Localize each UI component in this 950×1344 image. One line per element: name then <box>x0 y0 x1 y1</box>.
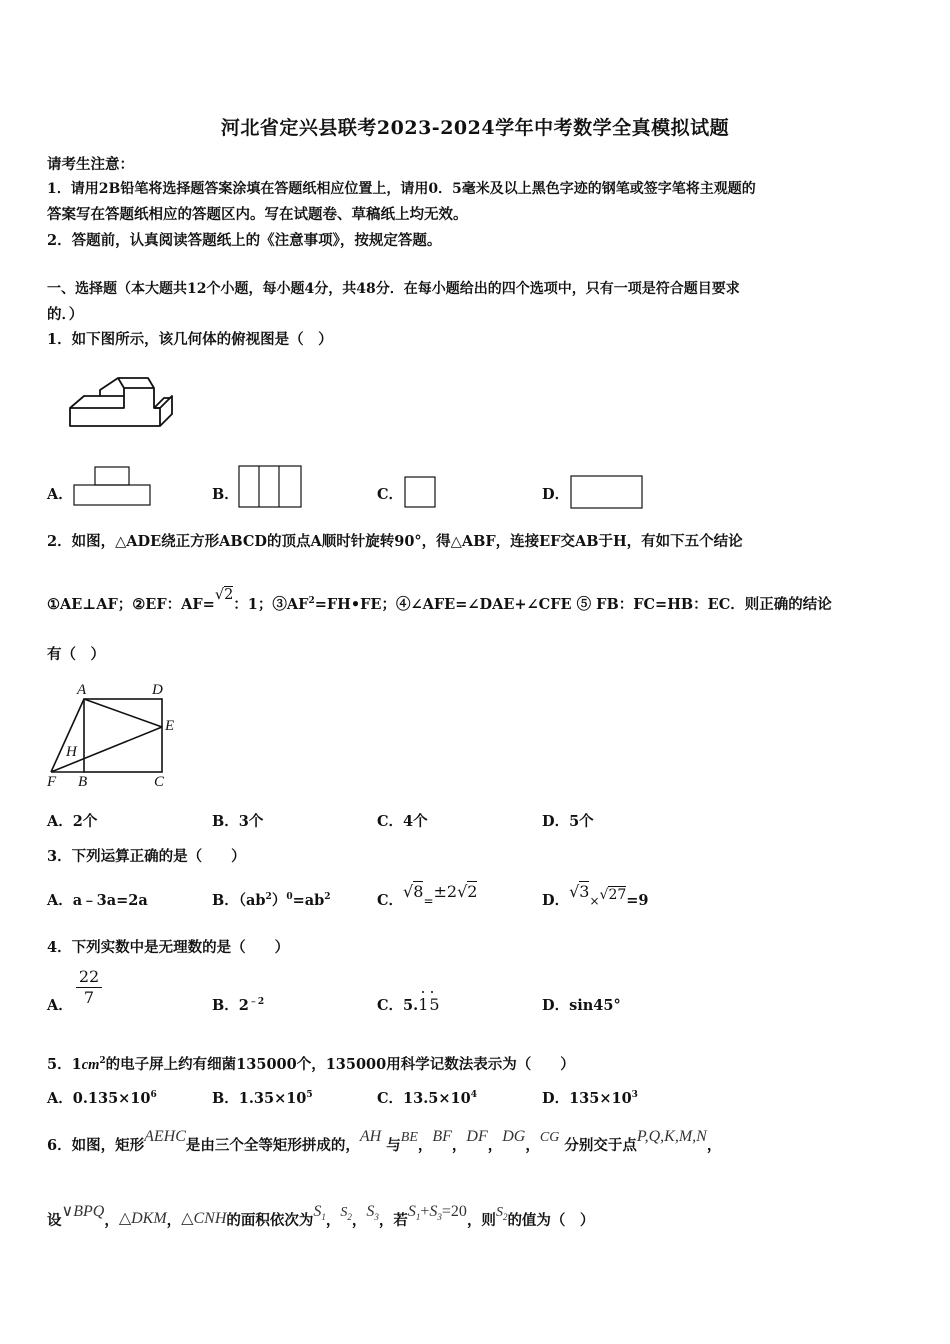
q4-c-label: C．5. <box>377 997 419 1014</box>
q5-option-a <box>47 1087 157 1108</box>
q4-b-exponent: ﹣2 <box>248 997 265 1008</box>
q6-math-cg: CG <box>539 1130 560 1145</box>
q5-unit: cm <box>81 1057 100 1073</box>
q6-text-areas: 的面积依次为 <box>226 1212 314 1229</box>
q3-c-eq: = <box>423 894 434 908</box>
q6-text-5: ， <box>706 1137 722 1154</box>
q6-eq-plus: + <box>420 1203 430 1220</box>
q6-text-then: ，则 <box>466 1212 496 1229</box>
q6-math-bf: BF <box>432 1128 452 1145</box>
q6-s2: S <box>340 1205 348 1220</box>
q4-option-b <box>212 994 264 1015</box>
q4-option-c <box>377 994 441 1015</box>
q6-ans-s2-sub: 2 <box>502 1211 508 1222</box>
page-title: 河北省定兴县联考2023-2024学年中考数学全真模拟试题 <box>220 117 730 139</box>
q3-c-radicand-2: 2 <box>467 882 478 901</box>
q6-line-1 <box>47 1128 722 1155</box>
q6-text-3: 与 <box>386 1137 401 1154</box>
q4-c-repeating: 15 <box>418 995 441 1014</box>
q5-d-text: D．135×10 <box>542 1090 632 1107</box>
q6-eq-s1: S <box>407 1203 416 1220</box>
q6-math-ah: AH <box>359 1128 382 1145</box>
q5-c-text: C．13.5×10 <box>377 1090 471 1107</box>
q4-stem: 4．下列实数中是无理数的是（ ） <box>47 939 290 956</box>
q3-option-a: A．a﹣3a=2a <box>47 892 148 909</box>
q6-text-1: 6．如图，矩形 <box>47 1137 145 1154</box>
q2-conclusion-3: =FH•FE；④∠AFE=∠DAE+∠CFE ⑤ FB：FC=HB：EC．则正确的结论 <box>314 596 832 613</box>
q5-d-exp: 3 <box>631 1090 638 1101</box>
q3-b-sup3: 2 <box>324 892 331 903</box>
label-f: F <box>47 774 57 790</box>
sqrt-symbol: √ <box>569 882 580 901</box>
q6-comma-6: ， <box>166 1212 182 1229</box>
q3-b-part1: B．（ab <box>212 892 266 909</box>
q2-square-figure <box>44 678 189 790</box>
q3-d-result: =9 <box>626 892 649 909</box>
q6-eq-s1-sub: 1 <box>415 1212 421 1223</box>
sqrt-symbol: √ <box>457 882 468 901</box>
q1-option-b-figure <box>238 465 304 509</box>
q1-option-d-label: D． <box>542 486 570 503</box>
label-d: D <box>152 682 163 698</box>
q3-option-b <box>212 889 331 910</box>
q6-math-df: DF <box>466 1128 488 1145</box>
q1-option-a-figure <box>73 466 153 508</box>
q2-conclusions-line <box>47 587 832 614</box>
q3-d-times: × <box>589 894 600 908</box>
q6-comma-5: ， <box>104 1212 119 1229</box>
q2-conclusion-2: ：1；③AF <box>233 596 309 613</box>
q6-comma-8: ， <box>351 1212 367 1229</box>
section-1-heading: 一、选择题（本大题共12个小题，每小题4分，共48分．在每小题给出的四个选项中，只有一项是符合题目要求 <box>47 281 740 297</box>
sqrt-symbol: √ <box>214 587 225 603</box>
q4-option-d: D．sin45° <box>542 997 621 1014</box>
q3-d-radicand-2: 27 <box>608 887 627 903</box>
notice-line-1b: 答案写在答题纸相应的答题区内。写在试题卷、草稿纸上均无效。 <box>47 206 468 223</box>
q6-comma-2: ， <box>451 1137 467 1154</box>
q3-d-radicand-1: 3 <box>579 882 590 901</box>
q6-ans-s2: S <box>495 1205 503 1220</box>
q5-stem-part1: 5．1 <box>47 1056 82 1073</box>
q3-option-d <box>542 882 649 910</box>
q1-solid-figure <box>60 370 180 432</box>
section-1-heading-cont: 的．） <box>47 306 84 323</box>
q2-sqrt2: 2 <box>224 587 234 603</box>
q6-eq-value: =20 <box>441 1203 467 1220</box>
q6-text-set: 设 <box>47 1212 62 1229</box>
q5-b-text: B．1.35×10 <box>212 1090 307 1107</box>
q5-option-b <box>212 1087 313 1108</box>
q3-b-sup2: 0 <box>286 892 293 903</box>
q6-s3: S <box>366 1203 375 1220</box>
q2-stem-end: 有（ ） <box>47 646 105 663</box>
fraction-denominator: 7 <box>83 988 95 1007</box>
q3-c-label: C． <box>377 892 404 909</box>
label-a: A <box>77 682 87 698</box>
q6-s3-sub: 3 <box>374 1212 379 1223</box>
q6-math-cnh: △CNH <box>181 1210 227 1227</box>
notice-line-2: 2．答题前，认真阅读答题纸上的《注意事项》，按规定答题。 <box>47 232 442 249</box>
q6-math-dkm: △DKM <box>118 1210 167 1227</box>
label-b: B <box>78 774 88 790</box>
q5-stem <box>47 1053 575 1074</box>
q6-comma-1: ， <box>417 1137 433 1154</box>
q6-math-dg: DG <box>502 1128 526 1145</box>
q6-comma-3: ， <box>487 1137 503 1154</box>
q6-comma-7: ， <box>325 1212 341 1229</box>
q1-stem: 1．如下图所示，该几何体的俯视图是（ ） <box>47 331 333 348</box>
q1-option-c-figure <box>404 476 438 510</box>
q5-unit-sup: 2 <box>99 1056 106 1067</box>
q3-d-label: D． <box>542 892 570 909</box>
fraction-numerator: 22 <box>76 967 102 988</box>
q5-stem-part2: 的电子屏上约有细菌135000个，135000用科学记数法表示为（ ） <box>105 1056 575 1073</box>
q6-s1: S <box>313 1203 322 1220</box>
q6-eq-s3-sub: 3 <box>437 1212 442 1223</box>
sqrt-symbol: √ <box>403 882 414 901</box>
q3-b-sup1: 2 <box>265 892 272 903</box>
q4-option-a-fraction <box>76 967 102 1007</box>
q6-text-2: 是由三个全等矩形拼成的， <box>185 1137 360 1154</box>
q6-math-aehc: AEHC <box>144 1128 186 1145</box>
repeating-dots <box>420 989 440 995</box>
q3-b-part2: ） <box>271 892 287 909</box>
q2-conclusion-1: ①AE⊥AF；②EF：AF= <box>47 596 215 613</box>
label-h: H <box>66 744 77 760</box>
q6-text-value: 的值为（ ） <box>507 1212 595 1229</box>
q5-c-exp: 4 <box>470 1090 477 1101</box>
q6-text-if: ，若 <box>378 1212 408 1229</box>
q6-s2-sub: 2 <box>347 1211 352 1222</box>
q4-b-label: B．2 <box>212 997 249 1014</box>
q2-sup: 2 <box>308 596 315 607</box>
q6-eq-s3: S <box>429 1203 438 1220</box>
q5-a-exp: 6 <box>150 1090 157 1101</box>
notice-heading: 请考生注意： <box>47 156 134 173</box>
q6-math-bpq: ∨BPQ <box>61 1203 105 1220</box>
q5-b-exp: 5 <box>306 1090 313 1101</box>
q5-option-c <box>377 1087 477 1108</box>
q5-a-text: A．0.135×10 <box>47 1090 151 1107</box>
q2-option-a: A．2个 <box>47 813 98 830</box>
q4-option-a-label: A． <box>47 997 73 1014</box>
q6-text-4: 分别交于点 <box>564 1137 637 1154</box>
q5-option-d <box>542 1087 638 1108</box>
q6-line-2 <box>47 1203 595 1231</box>
label-c: C <box>154 774 165 790</box>
q1-option-d-figure <box>570 475 645 510</box>
q6-math-points: P,Q,K,M,N <box>636 1128 707 1145</box>
label-e: E <box>165 718 175 734</box>
sqrt-symbol: √ <box>599 887 609 903</box>
q3-c-radicand-1: 8 <box>413 882 424 901</box>
q2-stem: 2．如图，△ADE绕正方形ABCD的顶点A顺时针旋转90°，得△ABF，连接EF交AB于H，有如下五个结论 <box>47 533 743 550</box>
q6-math-be: BE <box>400 1130 418 1145</box>
q3-option-c <box>377 882 478 910</box>
q6-s1-sub: 1 <box>321 1212 326 1223</box>
q3-stem: 3．下列运算正确的是（ ） <box>47 848 246 865</box>
q2-option-b: B．3个 <box>212 813 264 830</box>
q6-comma-4: ， <box>525 1137 540 1154</box>
q1-option-a-label: A． <box>47 486 73 503</box>
q3-c-pm: ±2 <box>433 882 458 901</box>
q1-option-c-label: C． <box>377 486 404 503</box>
notice-line-1a: 1．请用2B铅笔将选择题答案涂填在答题纸相应位置上，请用0．5毫米及以上黑色字迹的钢笔或签字笔将主观题的 <box>47 181 756 197</box>
q1-option-b-label: B． <box>212 486 239 503</box>
q2-option-d: D．5个 <box>542 813 594 830</box>
q3-b-part3: =ab <box>292 892 325 909</box>
q2-option-c: C．4个 <box>377 813 428 830</box>
